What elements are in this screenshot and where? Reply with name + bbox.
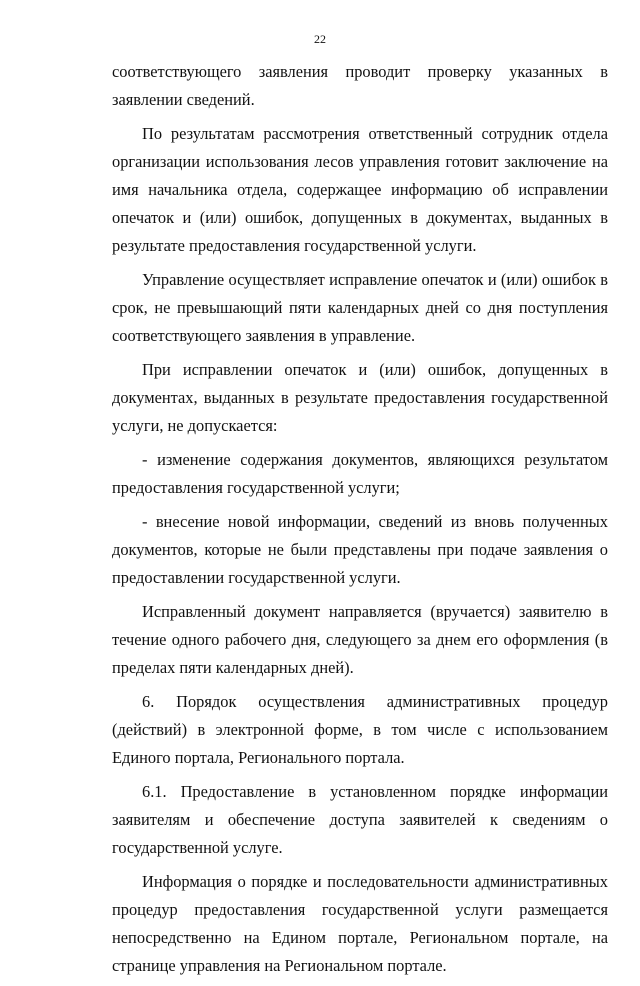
list-item-1: - изменение содержания документов, являющихся результатом предоставления государственной услуги;: [112, 450, 608, 497]
section-heading-6: 6. Порядок осуществления административных процедур (действий) в электронной форме, в том числе с использованием Единого портала, Регионального портала.: [112, 692, 608, 767]
paragraph-6: Информация о порядке и последовательности административных процедур предоставления государственной услуги размещается непосредственно на Едином портале, Региональном портале, на странице управления на Региональном портале.: [112, 872, 608, 975]
list-item-2: - внесение новой информации, сведений из вновь полученных документов, которые не были представлены при подаче заявления о предоставлении государственной услуги.: [112, 512, 608, 587]
subsection-heading-6-1: 6.1. Предоставление в установленном порядке информации заявителям и обеспечение доступа заявителей к сведениям о государственной услуге.: [112, 782, 608, 857]
paragraph-4: При исправлении опечаток и (или) ошибок, допущенных в документах, выданных в результате предоставления государственной услуги, не допускается:: [112, 360, 608, 435]
paragraph-5: Исправленный документ направляется (вручается) заявителю в течение одного рабочего дня, следующего за днем его оформления (в пределах пяти календарных дней).: [112, 602, 608, 677]
paragraph-2: По результатам рассмотрения ответственный сотрудник отдела организации использования лесов управления готовит заключение на имя начальника отдела, содержащее информацию об исправлении опечаток и (или) ошибок, допущенных в документах, выданных в результате предоставления государственной услуги.: [112, 124, 608, 255]
paragraph-1: соответствующего заявления проводит проверку указанных в заявлении сведений.: [112, 62, 608, 109]
paragraph-3: Управление осуществляет исправление опечаток и (или) ошибок в срок, не превышающий пяти календарных дней со дня поступления соответствующего заявления в управление.: [112, 270, 608, 345]
page-number: 22: [314, 32, 326, 46]
document-body: [112, 58, 608, 986]
